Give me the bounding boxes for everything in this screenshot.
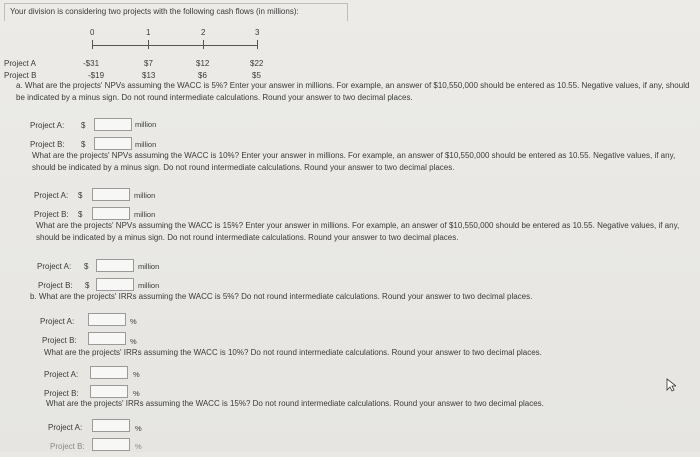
dollar-prefix: $ (81, 121, 86, 130)
question-npv-5: a. What are the projects' NPVs assuming the WACC is 5%? Enter your answer in millions. For example, an answer of $10,550,000 should be entered as 10.55. Negative values, if any, should be indicated by a minus sign. Do not round intermediate calculations. Round your answer to two decimal places. (16, 81, 690, 102)
text-input[interactable] (91, 372, 127, 383)
unit-label: % (135, 442, 142, 451)
answer-label: Project B: (30, 140, 65, 149)
unit-label: % (130, 337, 137, 346)
dollar-prefix: $ (84, 262, 89, 271)
answer-label: Project A: (48, 423, 83, 432)
answer-label: Project B: (42, 336, 77, 345)
answer-label: Project A: (37, 262, 72, 271)
dollar-prefix: $ (81, 140, 86, 149)
unit-label: million (138, 262, 160, 271)
unit-label: % (130, 317, 137, 326)
npv-15-project-b-input[interactable] (96, 278, 134, 291)
timeline-tick (257, 40, 258, 49)
npv-5-project-b-input[interactable] (94, 137, 132, 150)
npv-10-project-a-input[interactable] (92, 188, 130, 201)
answer-label: Project A: (44, 370, 79, 379)
answer-label: Project B: (34, 210, 69, 219)
dollar-prefix: $ (78, 191, 83, 200)
intro-text: Your division is considering two projects with the following cash flows (in millions): (10, 7, 299, 16)
npv-10-project-b-input[interactable] (92, 207, 130, 220)
question-irr-5: b. What are the projects' IRRs assuming the WACC is 5%? Do not round intermediate calculations. Round your answer to two decimal places. (30, 292, 533, 301)
period-label-1: 1 (146, 28, 151, 37)
cash-flow-value: -$19 (88, 71, 105, 80)
period-label-3: 3 (255, 28, 260, 37)
mouse-pointer-icon (666, 378, 676, 392)
cash-flow-value: $6 (198, 71, 207, 80)
irr-5-project-a-input[interactable] (88, 313, 126, 326)
cash-flow-value: -$31 (83, 59, 100, 68)
cash-flow-value: $22 (250, 59, 264, 68)
answer-label: Project B: (44, 389, 79, 398)
unit-label: million (138, 281, 160, 290)
irr-15-project-b-input[interactable] (92, 438, 130, 451)
cash-flow-label: Project B (4, 71, 37, 80)
unit-label: % (133, 389, 140, 398)
text-input[interactable] (93, 444, 129, 455)
unit-label: % (133, 370, 140, 379)
question-npv-10: What are the projects' NPVs assuming the WACC is 10%? Enter your answer in millions. For example, an answer of $10,550,000 should be entered as 10.55. Negative values, if any, should be indicated by a minus sign. Do not round intermediate calculations. Round your answer to two decimal places. (32, 151, 676, 172)
cash-flow-value: $5 (252, 71, 261, 80)
timeline-axis (92, 45, 258, 46)
answer-label: Project B: (50, 442, 85, 451)
text-input[interactable] (93, 194, 129, 205)
unit-label: million (134, 191, 156, 200)
answer-label: Project A: (40, 317, 75, 326)
irr-15-project-a-input[interactable] (92, 419, 130, 432)
text-input[interactable] (95, 124, 131, 135)
npv-5-project-a-input[interactable] (94, 118, 132, 131)
dollar-prefix: $ (78, 210, 83, 219)
unit-label: million (134, 210, 156, 219)
timeline-tick (203, 40, 204, 49)
dollar-prefix: $ (85, 281, 90, 290)
answer-label: Project B: (38, 281, 73, 290)
cash-flow-value: $7 (144, 59, 153, 68)
cash-flow-value: $12 (196, 59, 210, 68)
cash-flow-value: $13 (142, 71, 156, 80)
npv-15-project-a-input[interactable] (96, 259, 134, 272)
answer-label: Project A: (34, 191, 69, 200)
text-input[interactable] (93, 425, 129, 436)
timeline-tick (148, 40, 149, 49)
question-irr-10: What are the projects' IRRs assuming the WACC is 10%? Do not round intermediate calculations. Round your answer to two decimal places. (44, 348, 542, 357)
irr-5-project-b-input[interactable] (88, 332, 126, 345)
period-label-2: 2 (201, 28, 206, 37)
period-label-0: 0 (90, 28, 95, 37)
irr-10-project-a-input[interactable] (90, 366, 128, 379)
text-input[interactable] (97, 265, 133, 276)
unit-label: % (135, 424, 142, 433)
timeline-tick (92, 40, 93, 49)
text-input[interactable] (89, 319, 125, 330)
answer-label: Project A: (30, 121, 65, 130)
unit-label: million (135, 140, 157, 149)
cash-flow-label: Project A (4, 59, 37, 68)
unit-label: million (135, 120, 157, 129)
irr-10-project-b-input[interactable] (90, 385, 128, 398)
question-npv-15: What are the projects' NPVs assuming the WACC is 15%? Enter your answer in millions. For example, an answer of $10,550,000 should be entered as 10.55. Negative values, if any, should be indicated by a minus sign. Do not round intermediate calculations. Round your answer to two decimal places. (36, 221, 680, 242)
question-irr-15: What are the projects' IRRs assuming the WACC is 15%? Do not round intermediate calculations. Round your answer to two decimal places. (46, 399, 544, 408)
